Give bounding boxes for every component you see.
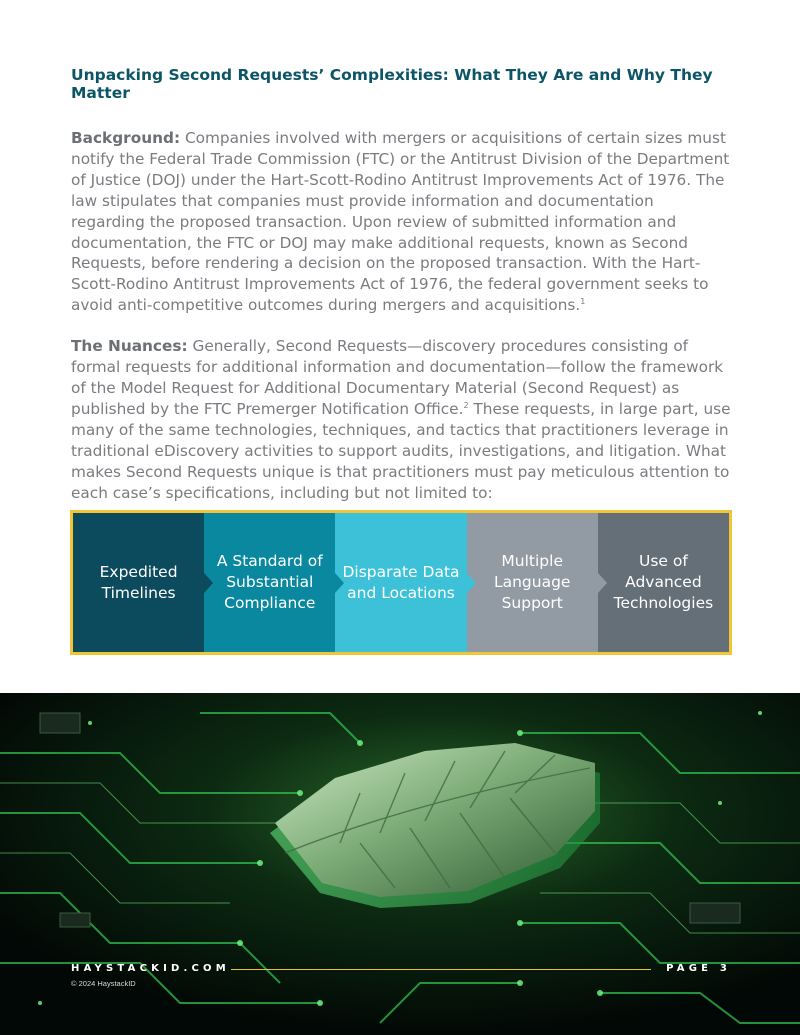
chevron-right-icon bbox=[467, 573, 476, 593]
background-paragraph bbox=[71, 128, 731, 316]
article-body bbox=[71, 66, 731, 503]
footer-divider bbox=[231, 969, 651, 970]
step-expedited-timelines bbox=[73, 513, 204, 652]
footnote-1: 1 bbox=[580, 297, 586, 307]
page-number: PAGE 3 bbox=[666, 963, 731, 974]
step-label: Multiple Language Support bbox=[493, 552, 571, 612]
specifications-process-diagram bbox=[70, 510, 732, 655]
step-label: Expedited Timelines bbox=[99, 562, 178, 602]
step-label: Disparate Data and Locations bbox=[342, 562, 460, 602]
step-multiple-language bbox=[467, 513, 598, 652]
background-lead: Background: bbox=[71, 129, 181, 147]
nuances-paragraph bbox=[71, 336, 731, 503]
nuances-lead: The Nuances: bbox=[71, 337, 188, 356]
background-text: Companies involved with mergers or acquisitions of certain sizes must notify the Federal Trade Commission (FTC) or the Antitrust Division of the Department of Justice (DOJ) under the Hart-Scott-Rodino Antitrust Improvements Act of 1976. The law stipulates that companies must provide information and documentation regarding the proposed transaction. Upon review of submitted information and documentation, the FTC or DOJ may make additional requests, known as Second Requests, before rendering a decision on the proposed transaction. With the Hart-Scott-Rodino Antitrust Improvements Act of 1976, the federal government seeks to avoid anti-competitive outcomes during mergers and acquisitions. bbox=[71, 129, 730, 315]
chevron-right-icon bbox=[335, 573, 344, 593]
step-advanced-technologies bbox=[598, 513, 729, 652]
step-disparate-data bbox=[335, 513, 466, 652]
chevron-right-icon bbox=[598, 573, 607, 593]
chevron-right-icon bbox=[204, 573, 213, 593]
page-title: Unpacking Second Requests’ Complexities: What They Are and Why They Matter bbox=[71, 66, 713, 102]
step-label: Use of Advanced Technologies bbox=[613, 552, 714, 612]
footer-site-link[interactable]: HAYSTACKID.COM bbox=[71, 963, 230, 974]
footnote-2: 2 bbox=[463, 400, 469, 410]
page-footer bbox=[71, 963, 731, 1003]
step-label: A Standard of Substantial Compliance bbox=[216, 552, 323, 612]
nuances-text-a: Generally, Second Requests—discovery procedures consisting of formal requests for additional information and documentation—follow the framework of the Model Request for Additional Documentary Material (Second Request) as published by the FTC Premerger Notification Office. bbox=[71, 337, 724, 418]
step-substantial-compliance bbox=[204, 513, 335, 652]
copyright: © 2024 HaystackID bbox=[71, 979, 136, 988]
nuances-text-b: These requests, in large part, use many of the same technologies, techniques, and tactics that practitioners leverage in traditional eDiscovery activities to support audits, investigations, and litigation. What makes Second Requests unique is that practitioners must pay meticulous attention to each case’s specifications, including but not limited to: bbox=[71, 399, 731, 502]
